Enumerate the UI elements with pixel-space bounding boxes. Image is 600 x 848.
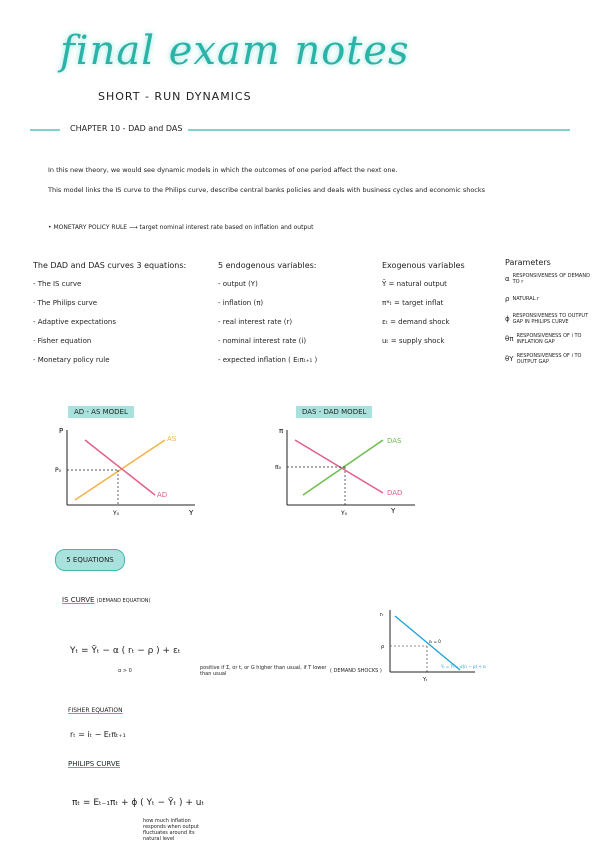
parameter-row [505, 333, 595, 345]
list-item: Ȳ = natural output [382, 280, 447, 288]
shock-note: positive if Σ, or t, or G higher than usual, if T lower than usual [200, 665, 327, 677]
ad-as-badge: AD - AS MODEL [68, 406, 134, 418]
ad-label: AD [157, 491, 168, 499]
parameter-desc: RESPONSIVENESS OF DEMAND TO r [512, 273, 590, 285]
parameter-row [505, 353, 595, 365]
is-line-label: Yₜ = Ȳₜ − α(rₜ − ρ) + εₜ [441, 664, 487, 669]
is-line [395, 616, 460, 670]
eq-y-label: P₀ [55, 467, 62, 474]
list-item: - Monetary policy rule [33, 356, 110, 364]
parameter-row [505, 273, 595, 285]
list-item: - expected inflation ( Eₜπₜ₊₁ ) [218, 356, 318, 364]
is-graph [375, 606, 495, 686]
das-curve [303, 440, 383, 495]
list-item: π*ₜ = target inflat [382, 299, 444, 307]
is-curve-header [62, 596, 151, 604]
parameter-desc: RESPONSIVENESS TO OUTPUT GAP IN PHILIPS CURVE [512, 313, 589, 325]
page-subtitle: SHORT - RUN DYNAMICS [98, 90, 252, 103]
eps-label: εₜ = 0 [429, 639, 441, 644]
exogenous-heading: Exogenous variables [382, 261, 465, 270]
philips-heading: PHILIPS CURVE [68, 760, 121, 768]
parameter-symbol: θY [505, 355, 514, 363]
list-item: - Adaptive expectations [33, 318, 116, 326]
y-axis-label: rₜ [380, 612, 384, 618]
fisher-heading: FISHER EQUATION [68, 707, 123, 714]
as-label: AS [167, 435, 177, 443]
equations-column [33, 256, 213, 370]
alpha-note: α > 0 [118, 668, 132, 674]
ad-as-graph [55, 425, 205, 525]
five-equations-badge: 5 EQUATIONS [55, 549, 125, 571]
dad-label: DAD [387, 489, 403, 497]
parameter-row [505, 295, 595, 303]
chapter-heading: CHAPTER 10 - DAD and DAS [70, 124, 183, 133]
list-item: uₜ = supply shock [382, 337, 445, 345]
philips-formula: πₜ = Eₜ₋₁πₜ + ϕ ( Yₜ − Ȳₜ ) + uₜ [72, 798, 205, 808]
y-axis-label: π [279, 427, 284, 435]
parameter-desc: RESPONSIVENESS OF i TO INFLATION GAP [516, 333, 582, 345]
list-item: · Fisher equation [33, 337, 92, 345]
exogenous-column [382, 256, 494, 351]
philips-note: how much inflation responds when output fluctuates around its natural level [143, 818, 199, 842]
is-curve-heading: IS CURVE [62, 596, 95, 604]
parameter-row [505, 313, 595, 325]
list-item: - nominal interest rate (i) [218, 337, 307, 345]
parameter-symbol: ϕ [505, 315, 510, 323]
endogenous-heading: 5 endogenous variables: [218, 261, 317, 270]
list-item: - real interest rate (r) [218, 318, 293, 326]
parameter-desc: NATURAL r [512, 296, 540, 302]
taylor-rule-line: • MONETARY POLICY RULE ⟶ target nominal interest rate based on inflation and output [48, 224, 314, 231]
parameter-symbol: ρ [505, 295, 510, 303]
endogenous-column [218, 256, 378, 370]
list-item: εₜ = demand shock [382, 318, 450, 326]
x-axis-label: Y [391, 507, 396, 515]
chapter-rule-right [188, 129, 570, 131]
shock-label: ( DEMAND SHOCKS ) [330, 668, 382, 674]
list-item: - The IS curve [33, 280, 82, 288]
is-formula: Yₜ = Ȳₜ − α ( rₜ − ρ ) + εₜ [70, 646, 181, 656]
parameter-symbol: θπ [505, 335, 514, 343]
x-axis-label: Yₜ [423, 677, 428, 683]
parameter-symbol: α [505, 275, 510, 283]
equations-heading: The DAD and DAS curves 3 equations: [33, 261, 187, 270]
parameters-column [505, 258, 595, 365]
list-item: - output (Y) [218, 280, 258, 288]
parameter-desc: RESPONSIVENESS OF i TO OUTPUT GAP [516, 353, 582, 365]
eq-x-label: Y₀ [113, 510, 120, 517]
parameters-heading: Parameters [505, 258, 551, 267]
das-label: DAS [387, 437, 402, 445]
intro-line-2: This model links the IS curve to the Philips curve, describe central banks policies and deals with business cycles and economic shocks [48, 186, 486, 194]
chapter-rule-left [30, 129, 60, 131]
eq-y-label: π₀ [275, 464, 282, 471]
list-item: · The Philips curve [33, 299, 98, 307]
y-axis-label: P [59, 427, 64, 435]
list-item: - inflation (π) [218, 299, 264, 307]
fisher-formula: rₜ = iₜ − Eₜπₜ₊₁ [70, 730, 126, 739]
das-dad-graph [275, 425, 425, 525]
dad-curve [295, 440, 383, 493]
eq-x-label: Y₀ [341, 510, 348, 517]
x-axis-label: Y [189, 509, 194, 517]
is-curve-note: (DEMAND EQUATION) [96, 598, 151, 604]
intro-line-1: In this new theory, we would see dynamic models in which the outcomes of one period affect the next one. [48, 166, 398, 174]
page-title: final exam notes [60, 28, 410, 74]
das-dad-badge: DAS - DAD MODEL [296, 406, 372, 418]
rho-label: ρ [381, 644, 385, 650]
